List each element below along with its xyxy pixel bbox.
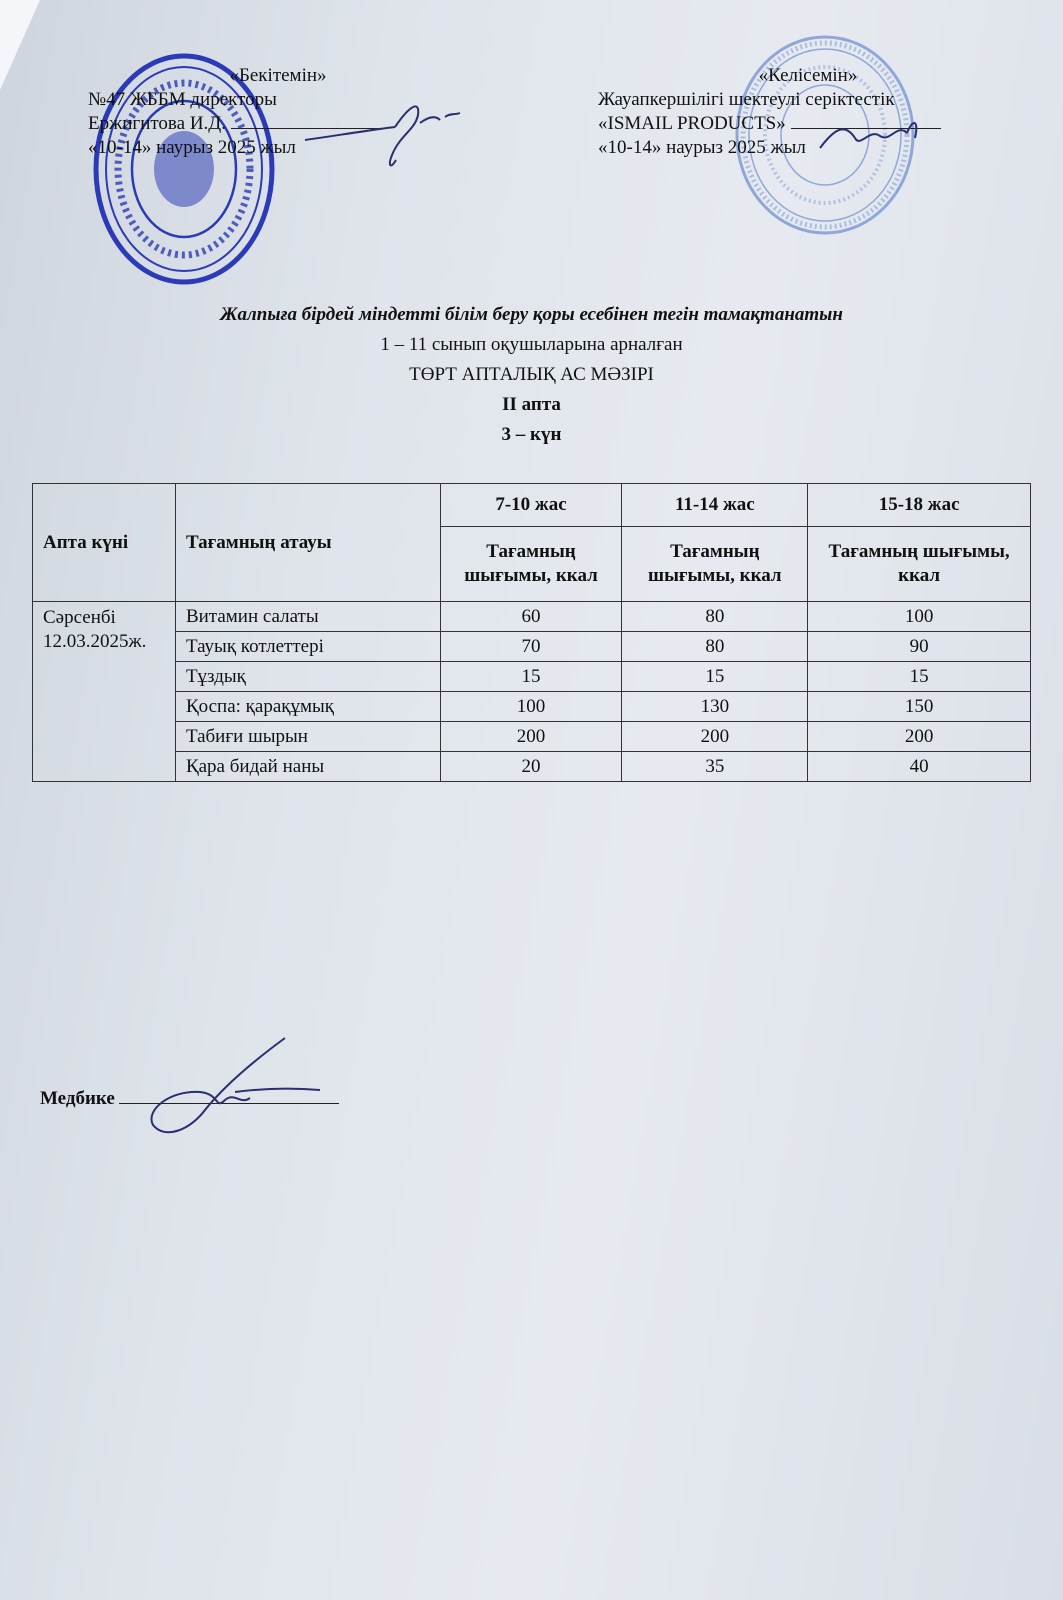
table-header-row [33, 484, 1031, 527]
nurse-label: Медбике [40, 1088, 115, 1109]
company-name: «ISMAIL PRODUCTS» [598, 113, 786, 134]
kcal-7-10: 70 [440, 632, 622, 662]
day-label: 3 – күн [501, 424, 562, 445]
kcal-11-14: 15 [622, 662, 808, 692]
table-row [33, 632, 1031, 662]
kcal-7-10: 100 [440, 692, 622, 722]
table-row [33, 602, 1031, 632]
table-row [33, 722, 1031, 752]
col-name-header: Тағамның атауы [175, 484, 440, 602]
age-group-header: 15-18 жас [808, 484, 1031, 527]
age-group-header: 11-14 жас [622, 484, 808, 527]
dish-name: Қара бидай наны [175, 752, 440, 782]
kcal-15-18: 40 [808, 752, 1031, 782]
table-row [33, 692, 1031, 722]
kcal-15-18: 15 [808, 662, 1031, 692]
company-type: Жауапкершілігі шектеулі серіктестік [598, 89, 895, 110]
kcal-header: Тағамның шығымы, ккал [622, 527, 808, 602]
dish-name: Қоспа: қарақұмық [175, 692, 440, 722]
approval-heading: «Бекітемін» [229, 65, 327, 86]
kcal-11-14: 130 [622, 692, 808, 722]
dish-name: Тауық котлеттері [175, 632, 440, 662]
kcal-15-18: 200 [808, 722, 1031, 752]
col-day-header: Апта күні [33, 484, 176, 602]
week-label: ІІ апта [502, 394, 561, 415]
kcal-11-14: 80 [622, 632, 808, 662]
menu-table [32, 483, 1031, 782]
document-title [0, 300, 1063, 450]
page-corner [0, 0, 40, 90]
kcal-7-10: 200 [440, 722, 622, 752]
age-group-header: 7-10 жас [440, 484, 622, 527]
agreement-date: «10-14» наурыз 2025 жыл [598, 137, 806, 158]
kcal-15-18: 100 [808, 602, 1031, 632]
agreement-heading: «Келісемін» [758, 65, 858, 86]
table-row [33, 662, 1031, 692]
table-row [33, 752, 1031, 782]
dish-name: Табиғи шырын [175, 722, 440, 752]
approval-block-right [598, 64, 1018, 160]
kcal-11-14: 200 [622, 722, 808, 752]
kcal-7-10: 60 [440, 602, 622, 632]
weekday: Сәрсенбі [43, 607, 116, 628]
title-line-3: ТӨРТ АПТАЛЫҚ АС МӘЗІРІ [409, 364, 654, 385]
approval-date: «10-14» наурыз 2025 жыл [88, 137, 296, 158]
kcal-11-14: 35 [622, 752, 808, 782]
dish-name: Витамин салаты [175, 602, 440, 632]
kcal-15-18: 150 [808, 692, 1031, 722]
kcal-header: Тағамның шығымы, ккал [440, 527, 622, 602]
kcal-header: Тағамның шығымы, ккал [808, 527, 1031, 602]
title-line-2: 1 – 11 сынып оқушыларына арналған [380, 334, 683, 355]
title-line-1: Жалпыға бірдей міндетті білім беру қоры есебінен тегін тамақтанатын [220, 304, 843, 325]
director-title: №47 ЖББМ директоры [88, 89, 277, 110]
director-name: Ержигитова И.Д. [88, 113, 227, 134]
dish-name: Тұздық [175, 662, 440, 692]
kcal-7-10: 15 [440, 662, 622, 692]
menu-date: 12.03.2025ж. [43, 631, 147, 652]
kcal-7-10: 20 [440, 752, 622, 782]
day-cell [33, 602, 176, 782]
director-signature [300, 95, 470, 175]
company-signature [815, 108, 925, 168]
company-name-row [598, 112, 1018, 136]
nurse-signature [145, 1030, 325, 1150]
kcal-15-18: 90 [808, 632, 1031, 662]
kcal-11-14: 80 [622, 602, 808, 632]
